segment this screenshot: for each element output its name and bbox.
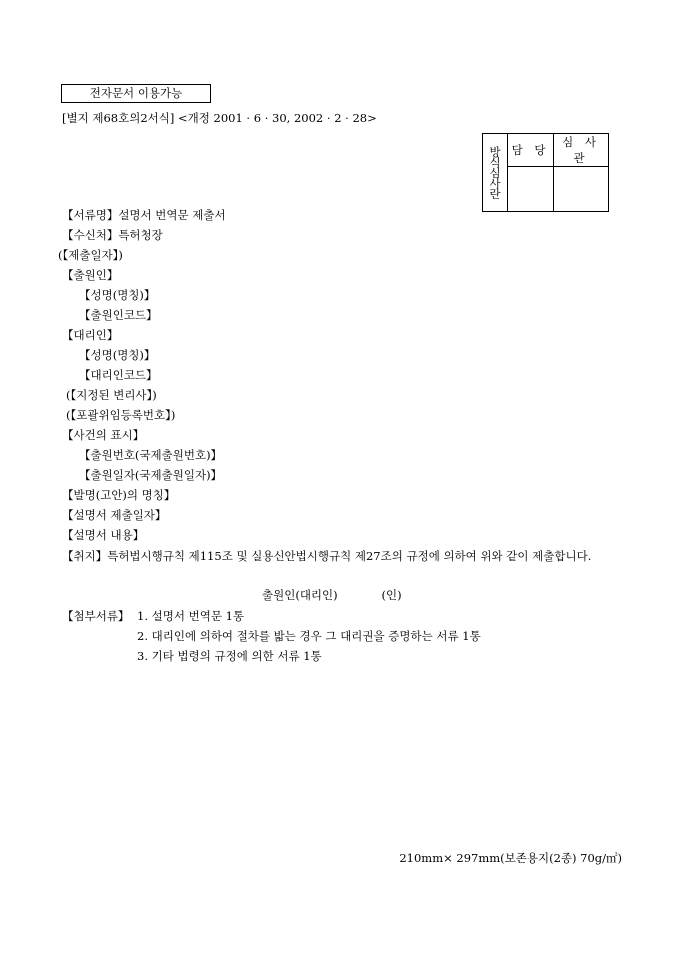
field-doc-name: 【서류명】설명서 번역문 제출서 (62, 208, 226, 222)
field-application-date: 【출원일자(국제출원일자)】 (79, 468, 223, 482)
review-stamp-table (482, 133, 609, 212)
field-designated-attorney: (【지정된 변리사】) (66, 388, 157, 402)
review-column-label: 방식심사란 (483, 134, 508, 212)
field-purpose: 【취지】특허법시행규칙 제115조 및 실용신안법시행규칙 제27조의 규정에 의하여 위와 같이 제출합니다. (62, 549, 592, 563)
field-case-display: 【사건의 표시】 (62, 428, 145, 442)
field-applicant-code: 【출원인코드】 (79, 308, 158, 322)
field-description-content: 【설명서 내용】 (62, 528, 145, 542)
field-recipient: 【수신처】특허청장 (62, 228, 163, 242)
field-agent-name: 【성명(명칭)】 (79, 348, 156, 362)
stamp-header-examiner: 심 사 관 (554, 134, 609, 167)
attachment-item: 2. 대리인에 의하여 절차를 밟는 경우 그 대리권을 증명하는 서류 1통 (137, 629, 481, 643)
field-submit-date: (【제출일자】) (58, 248, 123, 262)
attachment-item: 1. 설명서 번역문 1통 (137, 609, 245, 623)
form-reference: [별지 제68호의2서식] <개정 2001 · 6 · 30, 2002 · 2 · 28> (62, 111, 377, 125)
field-general-power-number: (【포괄위임등록번호】) (66, 408, 176, 422)
stamp-cell-examiner (554, 167, 609, 212)
stamp-header-officer: 담 당 (508, 134, 554, 167)
field-description-submit-date: 【설명서 제출일자】 (62, 508, 167, 522)
attachment-item: 3. 기타 법령의 규정에 의한 서류 1통 (137, 649, 322, 663)
field-application-number: 【출원번호(국제출원번호)】 (79, 448, 223, 462)
field-agent-code: 【대리인코드】 (79, 368, 158, 382)
signature-line: 출원인(대리인) (인) (262, 588, 402, 602)
field-invention-title: 【발명(고안)의 명칭】 (62, 488, 176, 502)
field-applicant: 【출원인】 (62, 268, 119, 282)
field-attachments-label: 【첨부서류】 (62, 609, 130, 623)
stamp-cell-officer (508, 167, 554, 212)
paper-spec: 210mm× 297mm(보존용지(2종) 70g/㎡) (399, 851, 622, 865)
electronic-document-label: 전자문서 이용가능 (61, 84, 211, 103)
field-agent: 【대리인】 (62, 328, 119, 342)
field-applicant-name: 【성명(명칭)】 (79, 288, 156, 302)
